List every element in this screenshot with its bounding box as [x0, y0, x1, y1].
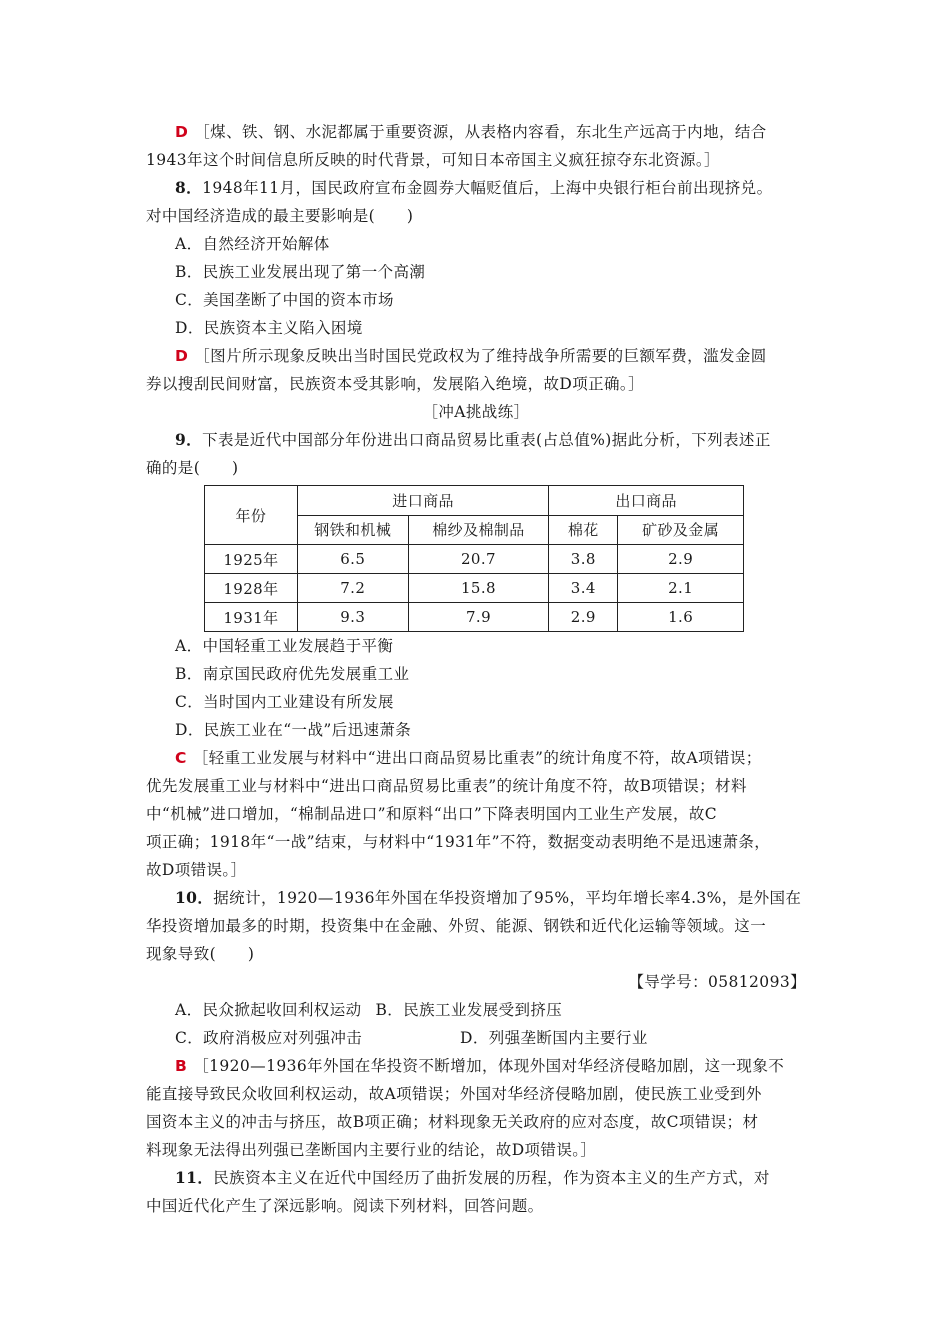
q7-answer-letter: D [175, 123, 189, 141]
q9-option-b: B．南京国民政府优先发展重工业 [175, 665, 410, 683]
q10-option-a: A．民众掀起收回利权运动 [175, 1001, 362, 1019]
q10-options-cd [175, 1028, 835, 1048]
year-header: 年份 [205, 486, 298, 545]
q10-option-c: C．政府消极应对列强冲击 [175, 1029, 363, 1047]
q9-option-a: A．中国轻重工业发展趋于平衡 [175, 637, 394, 655]
table-cell: 1.6 [618, 603, 744, 632]
q9-stem-line-1: 9．下表是近代中国部分年份进出口商品贸易比重表(占总值%)据此分析，下列表述正 [175, 430, 771, 449]
q10-stem-line-2: 华投资增加最多的时期，投资集中在金融、外贸、能源、钢铁和近代化运输等领域。这一 [146, 917, 767, 935]
table-cell-year: 1931年 [205, 603, 298, 632]
table-cell: 3.4 [549, 574, 618, 603]
q9-answer-letter: C [175, 749, 187, 767]
table-cell: 3.8 [549, 545, 618, 574]
q8-option-b: B．民族工业发展出现了第一个高潮 [175, 263, 426, 281]
table-row [205, 545, 744, 574]
q9-answer-line-1: C ［轻重工业发展与材料中“进出口商品贸易比重表”的统计角度不符，故A项错误； [175, 749, 762, 767]
q9-option-d: D．民族工业在“一战”后迅速萧条 [175, 721, 412, 739]
q10-answer-line-4: 料现象无法得出列强已垄断国内主要行业的结论，故D项错误。］ [146, 1141, 597, 1159]
q9-answer-line-5: 故D项错误。］ [146, 861, 247, 879]
q10-stem-line-1: 10．据统计，1920—1936年外国在华投资增加了95%，平均年增长率4.3%，是外国在 [175, 888, 802, 907]
table-cell: 2.1 [618, 574, 744, 603]
table-cell: 7.2 [297, 574, 408, 603]
q10-answer-line-2: 能直接导致民众收回利权运动，故A项错误；外国对华经济侵略加剧，使民族工业受到外 [146, 1085, 762, 1103]
table-cell: 20.7 [408, 545, 549, 574]
q10-answer-line-3: 国资本主义的冲击与挤压，故B项正确；材料现象无关政府的应对态度，故C项错误；材 [146, 1113, 759, 1131]
q8-answer-line-2: 券以搜刮民间财富，民族资本受其影响，发展陷入绝境，故D项正确。］ [146, 375, 644, 393]
subheader-ore-metal: 矿砂及金属 [618, 515, 744, 545]
guide-number: 【导学号：05812093】 [628, 973, 806, 991]
q7-answer-line-2: 1943年这个时间信息所反映的时代背景，可知日本帝国主义疯狂掠夺东北资源。］ [146, 151, 720, 169]
section-title: ［冲A挑战练］ [422, 403, 530, 421]
q10-answer-letter: B [175, 1057, 188, 1075]
table-row [205, 603, 744, 632]
q11-stem-line-1: 11．民族资本主义在近代中国经历了曲折发展的历程，作为资本主义的生产方式，对 [175, 1168, 770, 1187]
q7-answer-line-1: D ［煤、铁、钢、水泥都属于重要资源，从表格内容看，东北生产远高于内地，结合 [175, 123, 767, 141]
q8-answer-line-1: D ［图片所示现象反映出当时国民党政权为了维持战争所需要的巨额军费，滥发金圆 [175, 347, 767, 365]
q10-option-d: D．列强垄断国内主要行业 [460, 1029, 648, 1047]
q9-stem-line-2: 确的是( ) [146, 459, 239, 477]
table-cell-year: 1928年 [205, 574, 298, 603]
table-cell: 2.9 [618, 545, 744, 574]
table-cell: 15.8 [408, 574, 549, 603]
table-row [205, 574, 744, 603]
q10-option-b: B．民族工业发展受到挤压 [375, 1001, 563, 1019]
subheader-cotton-yarn: 棉纱及棉制品 [408, 515, 549, 545]
q10-options-ab [175, 1000, 835, 1020]
q8-option-d: D．民族资本主义陷入困境 [175, 319, 363, 337]
table-cell-year: 1925年 [205, 545, 298, 574]
table-header-row [205, 486, 744, 516]
table-cell: 6.5 [297, 545, 408, 574]
q8-stem-line-1: 8．1948年11月，国民政府宣布金圆券大幅贬值后，上海中央银行柜台前出现挤兑。 [175, 178, 773, 197]
subheader-steel-machinery: 钢铁和机械 [297, 515, 408, 545]
export-header: 出口商品 [549, 486, 744, 516]
q8-answer-letter: D [175, 347, 189, 365]
q8-option-c: C．美国垄断了中国的资本市场 [175, 291, 394, 309]
q10-stem-line-3: 现象导致( ) [146, 945, 255, 963]
q9-answer-line-4: 项正确；1918年“一战”结束，与材料中“1931年”不符，数据变动表明绝不是迅速萧条， [146, 833, 771, 851]
trade-ratio-table [204, 485, 744, 632]
q10-answer-line-1: B ［1920—1936年外国在华投资不断增加，体现外国对华经济侵略加剧，这一现象不 [175, 1057, 785, 1075]
subheader-cotton: 棉花 [549, 515, 618, 545]
q9-answer-line-2: 优先发展重工业与材料中“进出口商品贸易比重表”的统计角度不符，故B项错误；材料 [146, 777, 747, 795]
table-cell: 7.9 [408, 603, 549, 632]
table-cell: 2.9 [549, 603, 618, 632]
q11-stem-line-2: 中国近代化产生了深远影响。阅读下列材料，回答问题。 [146, 1197, 544, 1215]
q8-stem-line-2: 对中国经济造成的最主要影响是( ) [146, 207, 414, 225]
q9-answer-line-3: 中“机械”进口增加，“棉制品进口”和原料“出口”下降表明国内工业生产发展，故C [146, 805, 718, 823]
table-cell: 9.3 [297, 603, 408, 632]
q8-option-a: A．自然经济开始解体 [175, 235, 330, 253]
import-header: 进口商品 [297, 486, 548, 516]
q9-option-c: C．当时国内工业建设有所发展 [175, 693, 394, 711]
